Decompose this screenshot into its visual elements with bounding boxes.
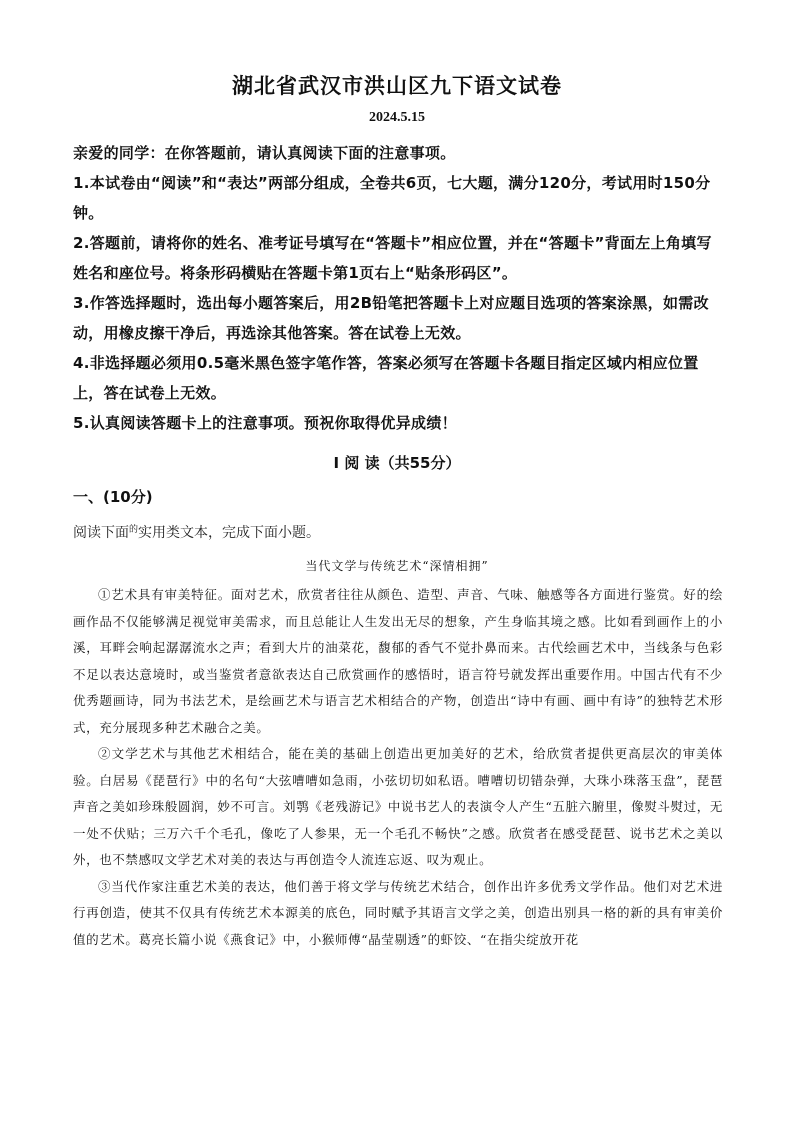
question-label: 一、(10分) <box>73 488 153 506</box>
instruction-superscript: 的 <box>129 525 139 535</box>
article-paragraph-1: ①艺术具有审美特征。面对艺术，欣赏者往往从颜色、造型、声音、气味、触感等各方面进行鉴赏。好的绘画作品不仅能够满足视觉审美需求，而且总能让人生发出无尽的想象，产生身临其境之感。比如看到画作上的小溪，耳畔会响起潺潺流水之声；看到大片的油菜花，馥郁的香气不觉扑鼻而来。古代绘画艺术中，当线条与色彩不足以表达意境时，或当鉴赏者意欲表达自己欣赏画作的感悟时，语言符号就发挥出重要作用。中国古代有不少优秀题画诗，同为书法艺术，是绘画艺术与语言艺术相结合的产物，创造出“诗中有画、画中有诗”的独特艺术形式，充分展现多种艺术融合之美。 <box>73 587 723 735</box>
notice-item-1: 1.本试卷由“阅读”和“表达”两部分组成，全卷共6页，七大题，满分120分，考试用时150分钟。 <box>73 174 711 222</box>
notice-item-3: 3.作答选择题时，选出每小题答案后，用2B铅笔把答题卡上对应题目选项的答案涂黑，如需改动，用橡皮擦干净后，再选涂其他答案。答在试卷上无效。 <box>73 294 709 342</box>
article-title: 当代文学与传统艺术“深情相拥” <box>305 559 489 573</box>
notice-line-intro: 亲爱的同学：在你答题前，请认真阅读下面的注意事项。 <box>73 144 456 162</box>
instruction-prefix: 阅读下面 <box>73 525 129 541</box>
notice-item-5: 5.认真阅读答题卡上的注意事项。预祝你取得优异成绩！ <box>73 414 457 432</box>
article-paragraph-2: ②文学艺术与其他艺术相结合，能在美的基础上创造出更加美好的艺术，给欣赏者提供更高层次的审美体验。白居易《琵琶行》中的名句“大弦嘈嘈如急雨，小弦切切如私语。嘈嘈切切错杂弹，大珠小珠落玉盘”，琵琶声音之美如珍珠般圆润，妙不可言。刘鹗《老残游记》中说书艺人的表演令人产生“五脏六腑里，像熨斗熨过，无一处不伏贴；三万六千个毛孔，像吃了人参果，无一个毛孔不畅快”之感。欣赏者在感受琵琶、说书艺术之美以外，也不禁感叹文学艺术对美的表达与再创造令人流连忘返、叹为观止。 <box>73 746 723 867</box>
article-body <box>73 582 723 953</box>
section-heading: Ⅰ 阅 读（共55分） <box>333 454 461 472</box>
article-paragraph-3: ③当代作家注重艺术美的表达，他们善于将文学与传统艺术结合，创作出许多优秀文学作品。他们对艺术进行再创造，使其不仅具有传统艺术本源美的底色，同时赋予其语言文学之美，创造出别具一格的新的具有审美价值的艺术。葛亮长篇小说《燕食记》中，小猴师傅“晶莹剔透”的虾饺、“在指尖绽放开花 <box>73 878 723 947</box>
exam-date: 2024.5.15 <box>369 110 425 125</box>
instruction-suffix: 实用类文本，完成下面小题。 <box>138 525 321 541</box>
notice-block <box>73 138 723 438</box>
notice-item-2: 2.答题前，请将你的姓名、准考证号填写在“答题卡”相应位置，并在“答题卡”背面左上角填写姓名和座位号。将条形码横贴在答题卡第1页右上“贴条形码区”。 <box>73 234 712 282</box>
exam-title: 湖北省武汉市洪山区九下语文试卷 <box>232 74 562 98</box>
notice-item-4: 4.非选择题必须用0.5毫米黑色签字笔作答，答案必须写在答题卡各题目指定区域内相应位置上，答在试卷上无效。 <box>73 354 699 402</box>
question-instruction <box>73 522 320 542</box>
